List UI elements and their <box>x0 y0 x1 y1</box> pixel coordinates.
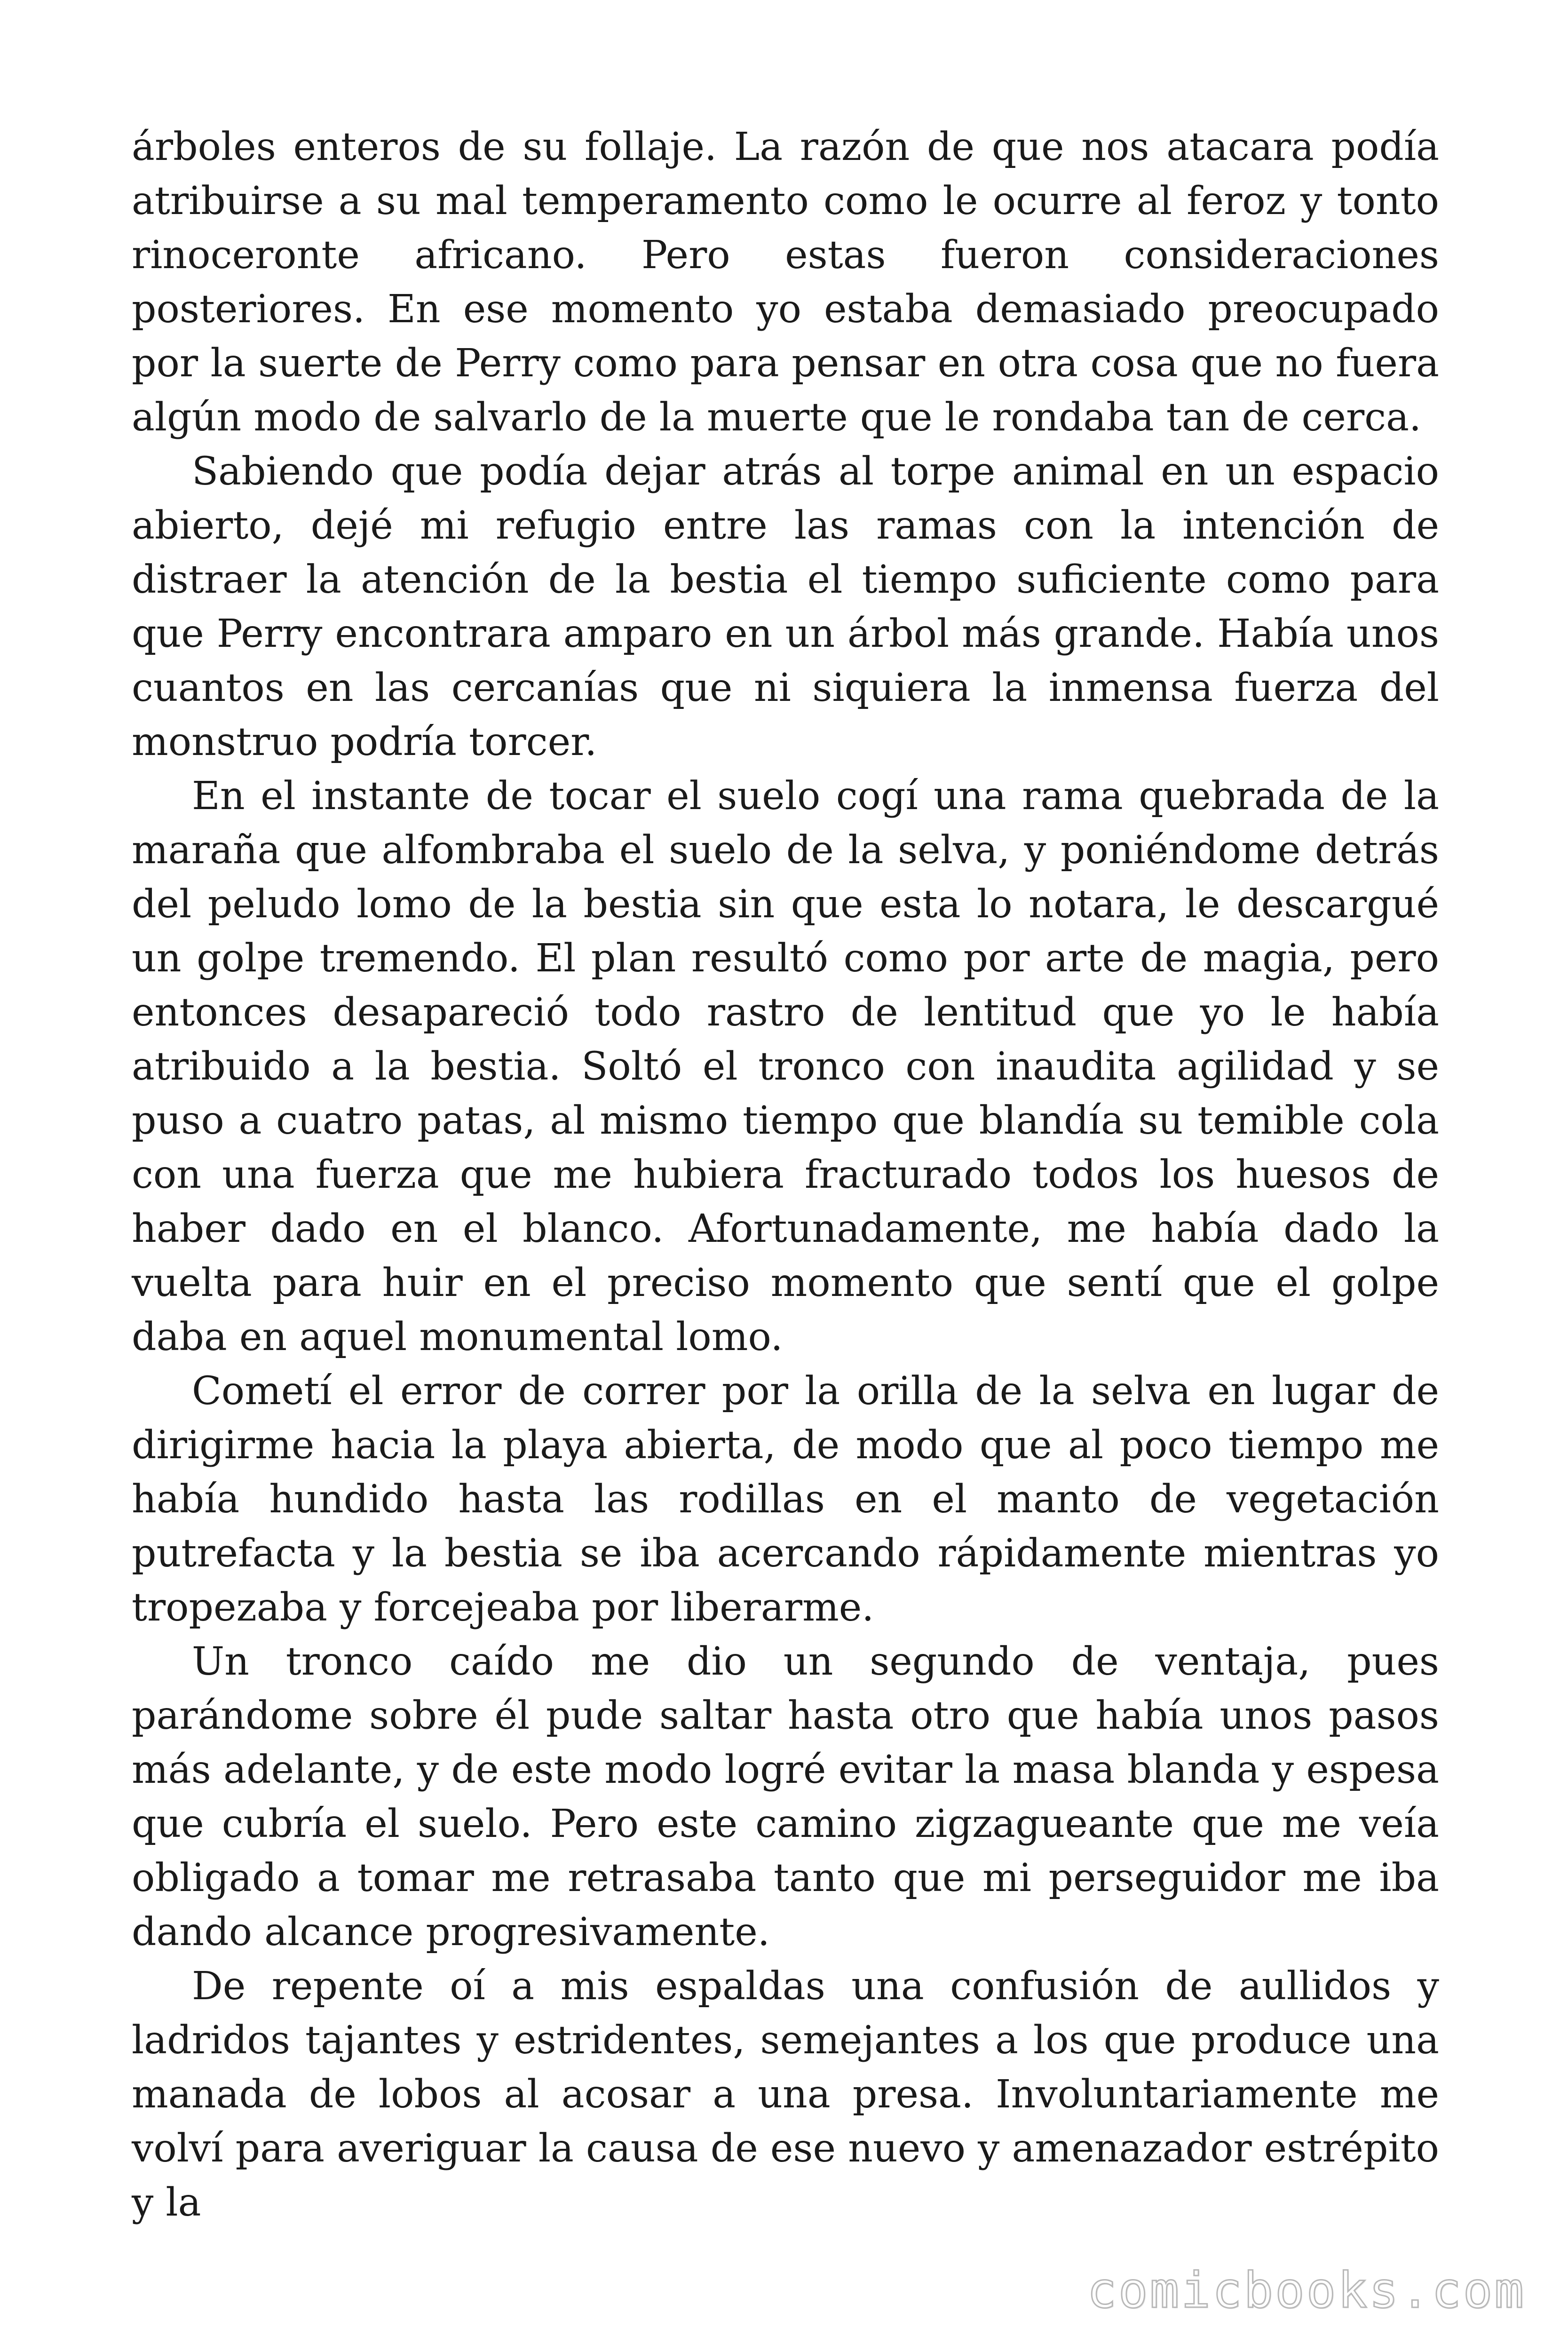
watermark: comicbooks.com <box>1087 2262 1526 2319</box>
book-page-text <box>132 120 1439 2230</box>
paragraph: Un tronco caído me dio un segundo de ventaja, pues parándome sobre él pude saltar hasta otro que había unos pasos más adelante, y de este modo logré evitar la masa blanda y espesa que cubría el suelo. Pero este camino zigzagueante que me veía obligado a tomar me retrasaba tanto que mi perseguidor me iba dando alcance progresivamente. <box>132 1639 1439 1955</box>
paragraph: De repente oí a mis espaldas una confusión de aullidos y ladridos tajantes y estridentes, semejantes a los que produce una manada de lobos al acosar a una presa. Involuntariamente me volví para averiguar la causa de ese nuevo y amenazador estrépito y la <box>132 1964 1439 2225</box>
paragraph: Sabiendo que podía dejar atrás al torpe animal en un espacio abierto, dejé mi refugio entre las ramas con la intención de distraer la atención de la bestia el tiempo suficiente como para que Perry encontrara amparo en un árbol más grande. Había unos cuantos en las cercanías que ni siquiera la inmensa fuerza del monstruo podría torcer. <box>132 449 1439 764</box>
paragraph: En el instante de tocar el suelo cogí una rama quebrada de la maraña que alfombraba el suelo de la selva, y poniéndome detrás del peludo lomo de la bestia sin que esta lo notara, le descargué un golpe tremendo. El plan resultó como por arte de magia, pero entonces desapareció todo rastro de lentitud que yo le había atribuido a la bestia. Soltó el tronco con inaudita agilidad y se puso a cuatro patas, al mismo tiempo que blandía su temible cola con una fuerza que me hubiera fracturado todos los huesos de haber dado en el blanco. Afortunadamente, me había dado la vuelta para huir en el preciso momento que sentí que el golpe daba en aquel monumental lomo. <box>132 774 1439 1359</box>
paragraph: Cometí el error de correr por la orilla de la selva en lugar de dirigirme hacia la playa abierta, de modo que al poco tiempo me había hundido hasta las rodillas en el manto de vegetación putrefacta y la bestia se iba acercando rápidamente mientras yo tropezaba y forcejeaba por liberarme. <box>132 1369 1439 1630</box>
paragraph-continuation: árboles enteros de su follaje. La razón de que nos atacara podía atribuirse a su mal temperamento como le ocurre al feroz y tonto rinoceronte africano. Pero estas fueron consideraciones posteriores. En ese momento yo estaba demasiado preocupado por la suerte de Perry como para pensar en otra cosa que no fuera algún modo de salvarlo de la muerte que le rondaba tan de cerca. <box>132 125 1439 440</box>
